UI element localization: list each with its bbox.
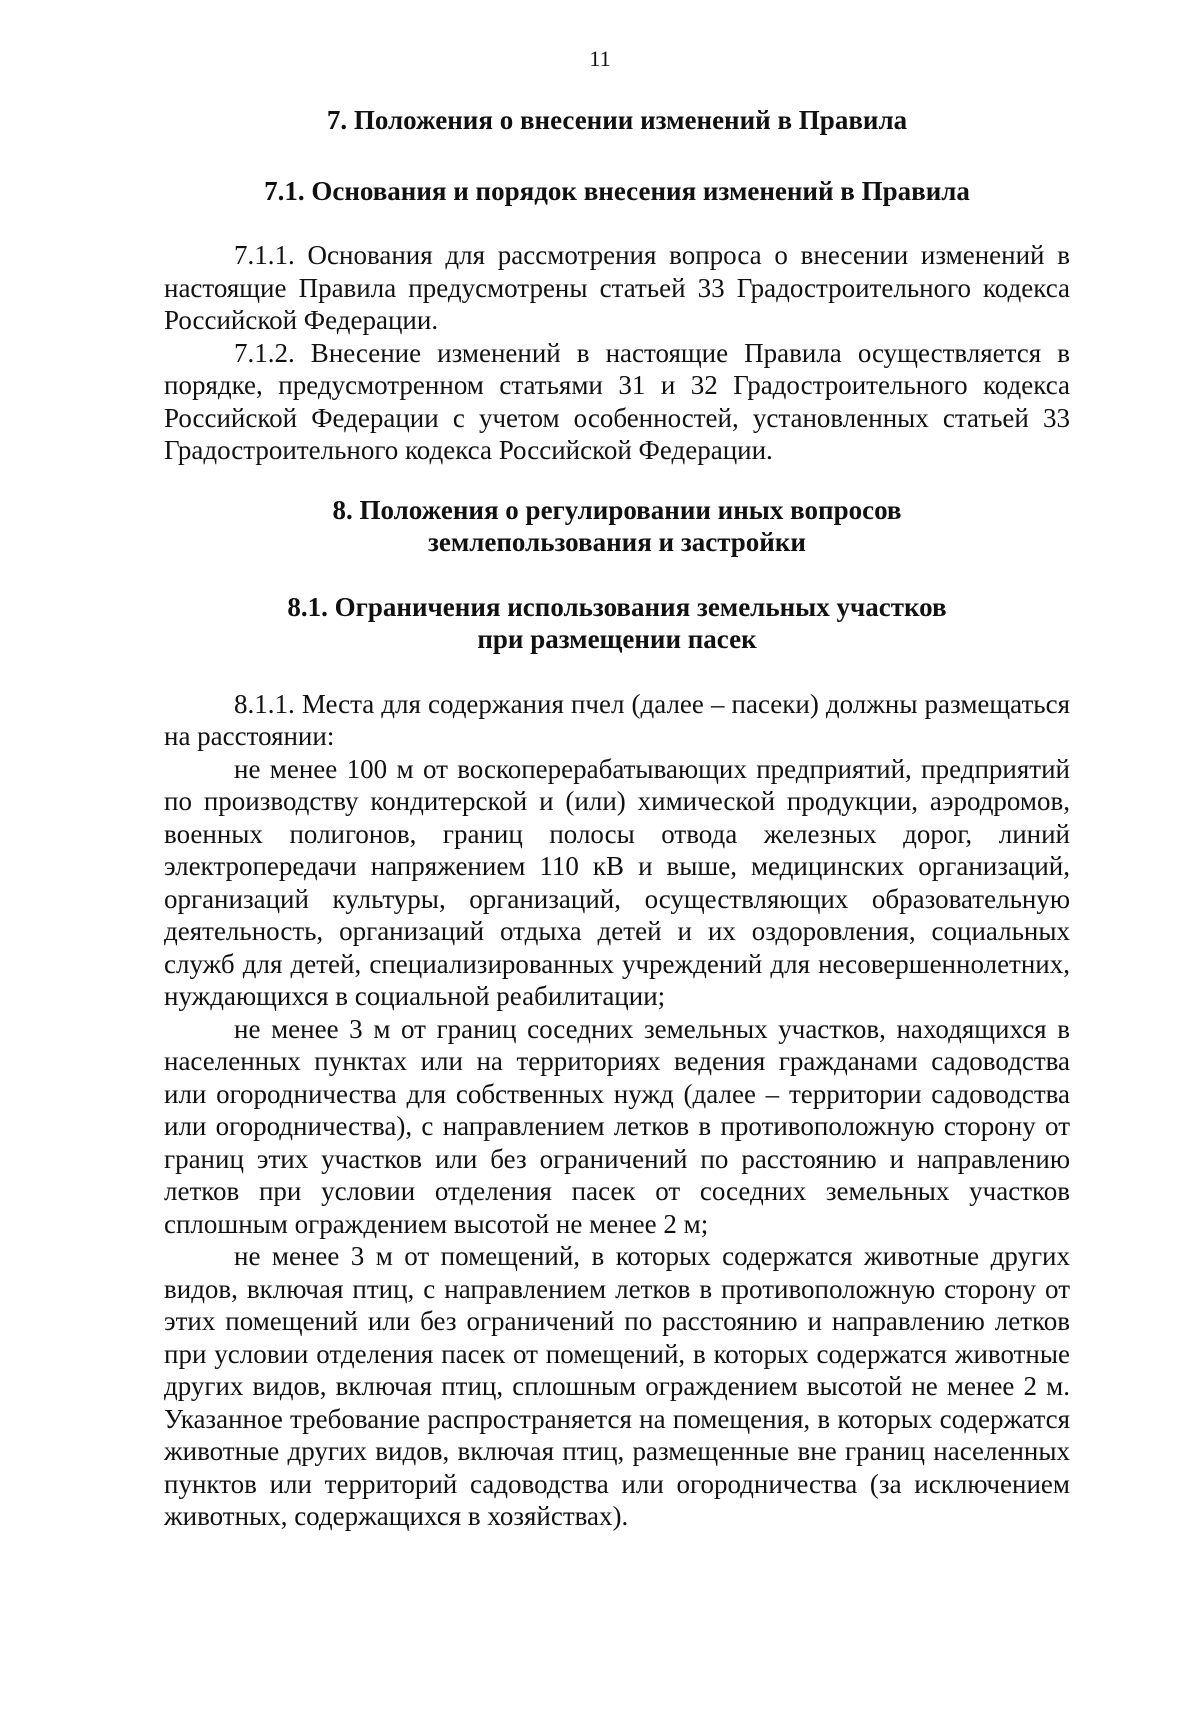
paragraph-3m-land-plots: не менее 3 м от границ соседних земельных участков, находящихся в населенных пунктах или на территориях ведения гражданами садоводства или огородничества для собственных нужд (далее – территории садоводства или огородничества), с направлением летков в противоположную сторону от границ этих участков или без ограничений по расстоянию и направлению летков при условии отделения пасек от соседних земельных участков сплошным ограждением высотой не менее 2 м; [164,1013,1070,1239]
paragraph-3m-animal-premises: не менее 3 м от помещений, в которых содержатся животные других видов, включая птиц, с направлением летков в противоположную сторону от этих помещений или без ограничений по расстоянию и направлению летков при условии отделения пасек от помещений, в которых содержатся животные других видов, включая птиц, сплошным ограждением высотой не менее 2 м. Указанное требование распространяется на помещения, в которых содержатся животные других видов, включая птиц, размещенные вне границ населенных пунктов или территорий садоводства или огородничества (за исключением животных, содержащихся в хозяйствах). [164,1241,1070,1531]
paragraph-7-1-1: 7.1.1. Основания для рассмотрения вопроса о внесении изменений в настоящие Правила предусмотрены статьей 33 Градостроительного кодекса Российской Федерации. [164,240,1070,335]
paragraph-100m-distance: не менее 100 м от воскоперерабатывающих предприятий, предприятий по производству кондитерской и (или) химической продукции, аэродромов, военных полигонов, границ полосы отвода железных дорог, линий электропередачи напряжением 110 кВ и выше, медицинских организаций, организаций культуры, организаций, осуществляющих образовательную деятельность, организаций отдыха детей и их оздоровления, социальных служб для детей, специализированных учреждений для несовершеннолетних, нуждающихся в социальной реабилитации; [164,753,1070,1011]
paragraph-8-1-1: 8.1.1. Места для содержания пчел (далее – пасеки) должны размещаться на расстоянии: [164,688,1070,751]
section-8-title [164,494,1070,559]
page-number: 11 [589,46,611,71]
subsection-8-1-title-line1: 8.1. Ограничения использования земельных участков [287,591,947,622]
document-body [164,100,1070,1533]
subsection-7-1-title: 7.1. Основания и порядок внесения изменений в Правила [264,175,970,206]
section-8-title-line1: 8. Положения о регулировании иных вопросов [332,494,902,525]
section-7-title: 7. Положения о внесении изменений в Правила [326,105,908,135]
paragraph-7-1-2: 7.1.2. Внесение изменений в настоящие Правила осуществляется в порядке, предусмотренном статьями 31 и 32 Градостроительного кодекса Российской Федерации с учетом особенностей, установленных статьей 33 Градостроительного кодекса Российской Федерации. [164,337,1070,465]
subsection-8-1-title [164,591,1070,656]
section-8-title-line2: землепользования и застройки [428,527,806,557]
subsection-8-1-title-line2: при размещении пасек [477,624,757,654]
